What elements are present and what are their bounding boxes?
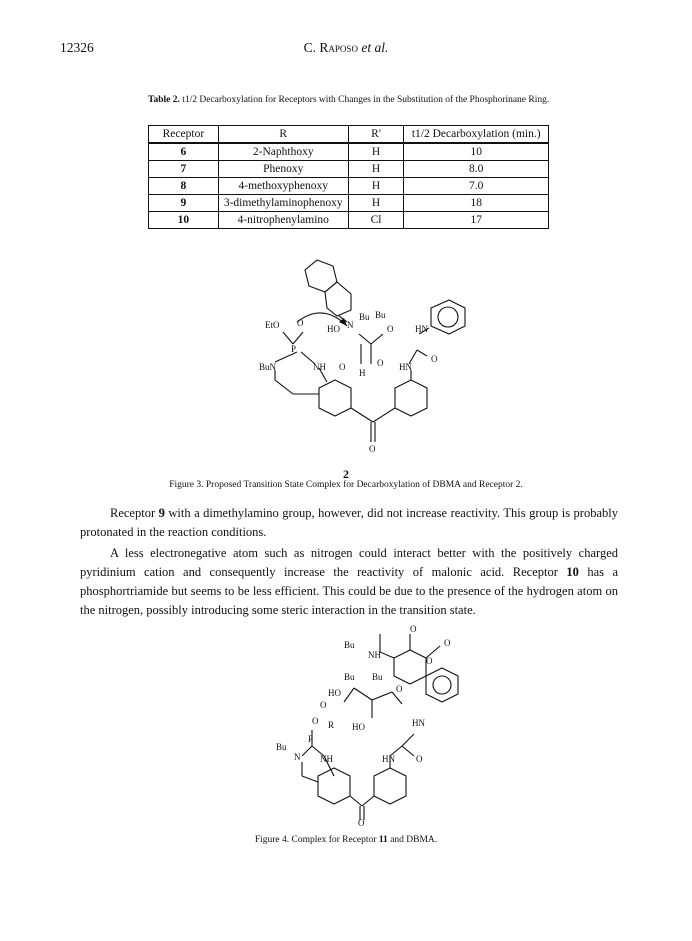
figure-4-caption: Figure 4. Complex for Receptor 11 and DBMA. (254, 835, 438, 845)
table-cell: 8.0 (404, 161, 549, 178)
paragraph: A less electronegative atom such as nitrogen could interact better with the positively charged pyridinium cation and consequently increase the reactivity of malonic acid. Receptor 10 has a phosphortriamide but seems to be less efficient. This could be due to the presence of the hydrogen atom on the nitrogen, possibly introducing some steric interaction in the transition state. (80, 546, 618, 617)
atom-label: H (359, 368, 366, 378)
atom-label: EtO (265, 320, 280, 330)
atom-label: NH (313, 362, 326, 372)
table-row (149, 195, 549, 212)
transition-state-structure (235, 252, 475, 472)
column-header: R (218, 126, 348, 144)
table-caption-text: t1/2 Decarboxylation for Receptors with Changes in the Substitution of the Phosphorinane Ring. (179, 95, 550, 105)
atom-label: P (308, 734, 314, 744)
atom-label: O (387, 324, 394, 334)
atom-label: O (312, 716, 319, 726)
table-cell: 18 (404, 195, 549, 212)
atom-label: Bu (375, 310, 386, 320)
et-al: et al. (357, 40, 389, 55)
atom-label: O (410, 624, 417, 634)
atom-label: Bu (276, 742, 287, 752)
table-cell: 4-methoxyphenoxy (218, 178, 348, 195)
atom-label: P (291, 344, 297, 354)
atom-label: HN (382, 754, 395, 764)
receptor-complex-structure (268, 622, 468, 827)
atom-label: BuN (259, 362, 277, 372)
table-row (149, 143, 549, 161)
table-cell: 7 (149, 161, 219, 178)
column-header: R' (348, 126, 404, 144)
table-cell: Cl (348, 212, 404, 229)
chromone-ring (394, 650, 426, 684)
table-cell: 7.0 (404, 178, 549, 195)
table-caption-label: Table 2. (148, 95, 180, 105)
table-header-row (149, 126, 549, 144)
atom-label: Bu (344, 640, 355, 650)
atom-label: NH (320, 754, 333, 764)
paragraph: Receptor 9 with a dimethylamino group, however, did not increase reactivity. This group is probably protonated in the reaction conditions. (80, 506, 618, 539)
aryl-ring-right (395, 380, 427, 416)
atom-label: O (339, 362, 346, 372)
table-cell: 2-Naphthoxy (218, 143, 348, 161)
atom-label: HO (352, 722, 365, 732)
atom-label: Bu (344, 672, 355, 682)
atom-label: O (369, 444, 376, 454)
atom-label: O (426, 656, 433, 666)
atom-label: O (431, 354, 438, 364)
atom-label: O (297, 318, 304, 328)
atom-label: HN (415, 324, 428, 334)
atom-label: N (347, 320, 354, 330)
aryl-ring-left (319, 380, 351, 416)
table-cell: 10 (404, 143, 549, 161)
table-cell: 4-nitrophenylamino (218, 212, 348, 229)
table-cell: H (348, 195, 404, 212)
table-row (149, 161, 549, 178)
table-row (149, 178, 549, 195)
running-authors (0, 40, 692, 56)
table-caption (148, 95, 628, 105)
table-cell: H (348, 178, 404, 195)
column-header: t1/2 Decarboxylation (min.) (404, 126, 549, 144)
chromone-ring (426, 668, 458, 702)
table-cell: 6 (149, 143, 219, 161)
table-cell: 9 (149, 195, 219, 212)
atom-label: Bu (372, 672, 383, 682)
table-cell: 3-dimethylaminophenoxy (218, 195, 348, 212)
table-row (149, 212, 549, 229)
atom-label: O (377, 358, 384, 368)
atom-label: R (328, 720, 335, 730)
table-cell: H (348, 161, 404, 178)
naphthalene-ring (305, 260, 337, 292)
atom-label: O (358, 818, 365, 827)
atom-label: Bu (359, 312, 370, 322)
table-cell: 10 (149, 212, 219, 229)
figure-3-caption: Figure 3. Proposed Transition State Complex for Decarboxylation of DBMA and Receptor 2. (169, 480, 523, 490)
author-name: C. Raposo (303, 40, 358, 55)
atom-label: O (444, 638, 451, 648)
atom-label: HO (327, 324, 340, 334)
aryl-ring-right (374, 768, 406, 804)
atom-label: HO (328, 688, 341, 698)
atom-label: N (294, 752, 301, 762)
receptor-table (148, 125, 549, 229)
atom-label: O (320, 700, 327, 710)
table-cell: Phenoxy (218, 161, 348, 178)
atom-label: HN (412, 718, 425, 728)
compound-number: 2 (343, 467, 349, 481)
column-header: Receptor (149, 126, 219, 144)
table-cell: H (348, 143, 404, 161)
naphthalene-ring (325, 282, 351, 316)
page-number: 12326 (60, 40, 94, 55)
atom-label: O (416, 754, 423, 764)
table-cell: 8 (149, 178, 219, 195)
atom-label: HN (399, 362, 412, 372)
aryl-ring-left (318, 768, 350, 804)
atom-label: O (396, 684, 403, 694)
table-cell: 17 (404, 212, 549, 229)
phenyl-ring (431, 300, 465, 334)
atom-label: NH (368, 650, 381, 660)
